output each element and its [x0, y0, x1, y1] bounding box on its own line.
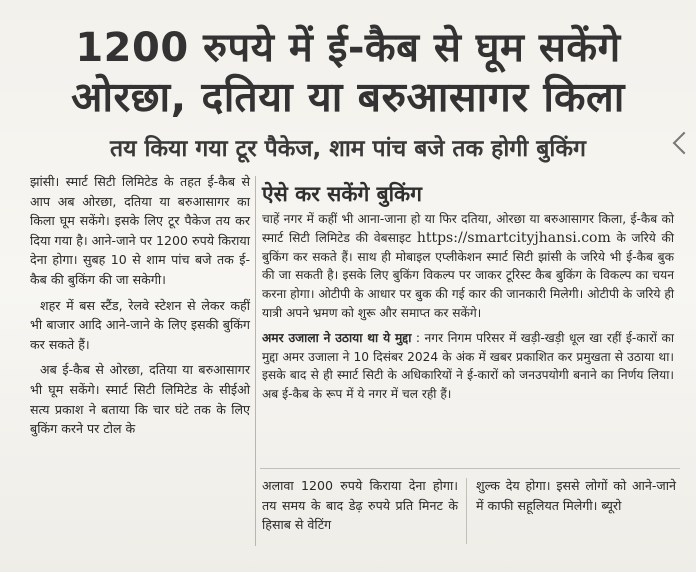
booking-paragraph-1-start: चाहें नगर में कहीं भी आना-जाना हो या फिर दतिया, ओरछा या बरुआसागर किला, ई-कैब को स्मार्ट सिटी लिमिटेड की वेबसाइट	[262, 212, 674, 245]
column1-paragraph-2: शहर में बस स्टैंड, रेलवे स्टेशन से लेकर कहीं भी बाजार आदि आने-जाने के लिए इसकी बुकिंग कर सकते हैं।	[30, 297, 250, 352]
column-divider-2	[466, 478, 467, 544]
website-url: https://smartcityjhansi.com	[416, 229, 611, 246]
headline-line-2: ओरछा, दतिया या बरुआसागर किला	[71, 73, 625, 121]
booking-box-heading: ऐसे कर सकेंगे बुकिंग	[262, 182, 422, 206]
issue-body-text: : नगर निगम परिसर में खड़ी-खड़ी धूल खा रहीं ई-कारों का मुद्दा अमर उजाला ने 10 दिसंबर 2024 के अंक में खबर प्रकाशित कर प्रमुखता से उठाया था। इसके बाद से ही स्मार्ट सिटी के अधिकारियों ने ई-कारों को जनउपयोगी बनाने का निर्णय लिया। अब ई-कैब के रूप में ये नगर में चल रही हैं।	[262, 330, 675, 402]
column1-paragraph-3: अब ई-कैब से ओरछा, दतिया या बरुआसागर भी घूम सकेंगे। स्मार्ट सिटी लिमिटेड के सीईओ सत्य प्रकाश ने बताया कि चार घंटे तक के लिए बुकिंग करने पर टोल के	[30, 362, 250, 437]
issue-lead-text: अमर उजाला ने उठाया था ये मुद्दा	[262, 330, 412, 345]
booking-paragraph-2	[262, 329, 674, 404]
column1-paragraph-1: झांसी। स्मार्ट सिटी लिमिटेड के तहत ई-कैब से आप अब ओरछा, दतिया या बरुआसागर का किला घूम सकेंगे। इसके लिए टूर पैकेज तय कर दिया गया है। आने-जाने पर 1200 रुपये किराया देना होगा। सुबह 10 से शाम पांच बजे तक ई-कैब की बुकिंग की जा सकेगी।	[30, 174, 250, 287]
headline-line-1: 1200 रुपये में ई-कैब से घूम सकेंगे	[75, 25, 621, 71]
column4-text: शुल्क देय होगा। इससे लोगों को आने-जाने में काफी सहूलियत मिलेगी। ब्यूरो	[476, 478, 676, 513]
subheadline: तय किया गया टूर पैकेज, शाम पांच बजे तक होगी बुकिंग	[110, 136, 586, 162]
column-divider	[255, 176, 256, 546]
booking-paragraph-1-end: के जरिये की बुकिंग कर सकते हैं। साथ ही मोबाइल एप्लीकेशन स्मार्ट सिटी झांसी के जरिये भी ई-कैब बुक की जा सकती है। इसके लिए बुकिंग विकल्प पर जाकर टूरिस्ट कैब बुकिंग के विकल्प का चयन करना होगा। ओटीपी के आधार पर बुक की गई कार की जानकारी मिलेगी। ओटीपी के जरिये ही यात्री अपने भ्रमण को शुरू और समाप्त कर सकेंगे।	[262, 230, 674, 320]
article-column-3	[262, 476, 458, 541]
booking-paragraph-1	[262, 210, 674, 323]
article-column-1	[30, 172, 250, 445]
section-divider	[260, 468, 680, 469]
article-column-4	[476, 476, 676, 521]
booking-box	[262, 210, 674, 410]
column3-text: अलावा 1200 रुपये किराया देना होगा। तय समय के बाद डेढ़ रुपये प्रति मिनट के हिसाब से वेटिंग	[262, 478, 458, 533]
